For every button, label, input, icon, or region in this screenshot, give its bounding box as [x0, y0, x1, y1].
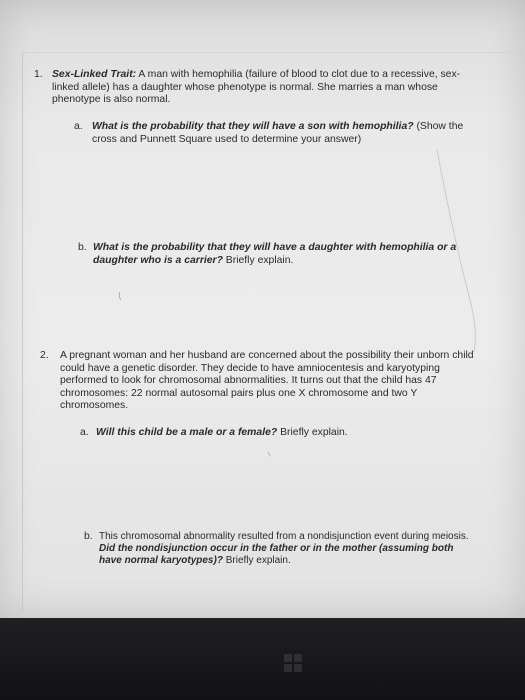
question-2a-text [96, 427, 348, 440]
question-1b-line-2-rest: Briefly explain. [222, 254, 294, 266]
question-2b-text [99, 531, 469, 566]
question-1-number: 1. [34, 69, 43, 80]
question-2-line-2: could have a genetic disorder. They decide to have amniocentesis and karyotyping [60, 362, 440, 374]
question-1-line-3: phenotype is also normal. [52, 94, 171, 106]
question-1b-text [93, 242, 456, 267]
question-2a-letter: a. [80, 427, 89, 438]
question-1a-line-2: cross and Punnett Square used to determine your answer) [92, 133, 362, 145]
question-1-line-1: A man with hemophilia (failure of blood to clot due to a recessive, sex- [136, 69, 461, 80]
question-1a-text [92, 121, 463, 146]
question-2-line-3: performed to look for chromosomal abnormalities. It turns out that the child has 47 [60, 375, 437, 387]
question-1b-line-2-bold: daughter who is a carrier? [93, 254, 223, 266]
question-1a-prompt: What is the probability that they will have a son with hemophilia? [92, 121, 414, 132]
question-1-text [52, 69, 460, 107]
question-1-title: Sex-Linked Trait: [52, 69, 137, 80]
question-1b-line-1: What is the probability that they will have a daughter with hemophilia or a [93, 242, 457, 253]
question-2b-line-2: Did the nondisjunction occur in the father or in the mother (assuming both [99, 542, 454, 554]
question-2-number: 2. [40, 350, 49, 361]
question-2b-line-1: This chromosomal abnormality resulted from a nondisjunction event during meiosis. [99, 531, 469, 542]
question-2-text [60, 350, 474, 413]
question-1a-letter: a. [74, 121, 83, 132]
question-2-line-4: chromosomes: 22 normal autosomal pairs plus one X chromosome and two Y [60, 387, 418, 399]
question-2b-letter: b. [84, 531, 93, 542]
question-2-line-1: A pregnant woman and her husband are concerned about the possibility their unborn child [60, 350, 474, 361]
question-1b-letter: b. [78, 242, 87, 253]
question-2a-rest: Briefly explain. [277, 427, 348, 438]
monitor-bezel [0, 618, 525, 700]
windows-logo-icon [284, 654, 302, 672]
question-2b-line-3-rest: Briefly explain. [222, 554, 291, 566]
question-2-line-5: chromosomes. [60, 400, 129, 412]
question-1-line-2: linked allele) has a daughter whose phenotype is normal. She marries a man whose [52, 81, 438, 93]
question-2a-prompt: Will this child be a male or a female? [96, 427, 278, 438]
question-2b-line-3-bold: have normal karyotypes)? [99, 554, 223, 566]
question-1a-instruction: (Show the [413, 121, 464, 132]
